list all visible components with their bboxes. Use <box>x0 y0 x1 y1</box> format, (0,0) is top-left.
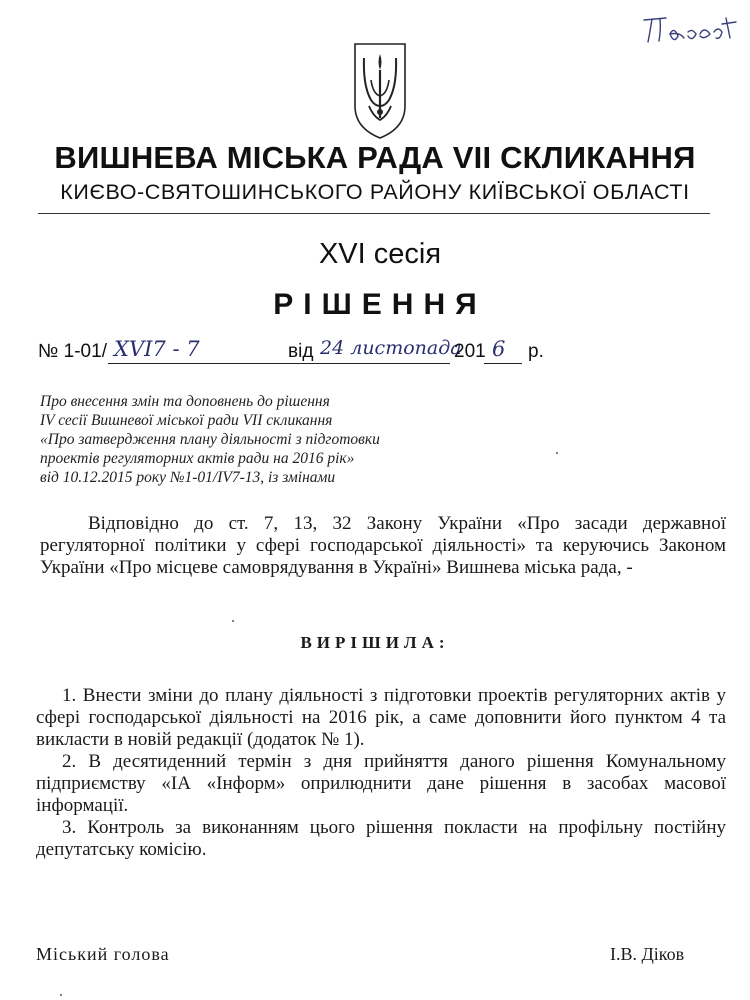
number-prefix: № 1-01/ <box>38 341 107 362</box>
decision-item: 1. Внести зміни до плану діяльності з підготовки проектів регуляторних актів у сфері господарської діяльності на 2016 рік, а саме доповнити його пунктом 4 та викласти в новій редакції (додаток № 1). <box>36 685 726 750</box>
handwritten-year-digit: 6 <box>492 337 506 361</box>
year-prefix: 201 <box>454 341 486 362</box>
year-suffix: р. <box>528 341 544 362</box>
subject-line: проектів регуляторних актів ради на 2016 рік» <box>40 450 355 467</box>
decision-item: 3. Контроль за виконанням цього рішення покласти на профільну постійну депутатську комісію. <box>36 817 726 860</box>
signatory-name: І.В. Діков <box>610 944 685 964</box>
scan-speck <box>60 994 62 996</box>
handwritten-note-signature <box>640 12 740 46</box>
date-from-label: від <box>288 341 314 362</box>
subject-line: IV сесії Вишневої міської ради VII скликання <box>40 412 333 429</box>
decision-item: 2. В десятиденний термін з дня прийняття даного рішення Комунальному підприємству «ІА «Інформ» оприлюднити дане рішення в засобах масової інформації. <box>36 751 726 816</box>
document-type-title: РІШЕННЯ <box>273 288 487 321</box>
resolved-heading: ВИРІШИЛА: <box>300 633 450 652</box>
subject-block <box>40 392 460 487</box>
preamble-paragraph <box>40 513 726 579</box>
subject-line: «Про затвердження плану діяльності з підготовки <box>40 431 380 448</box>
trident-coat-of-arms-icon <box>351 40 409 140</box>
subject-line: від 10.12.2015 року №1-01/IV7-13, із змінами <box>40 469 336 486</box>
handwritten-date: 24 листопада <box>320 337 462 359</box>
signatory-title: Міський голова <box>36 944 170 964</box>
decision-number-line <box>38 337 598 371</box>
scan-speck <box>232 620 234 622</box>
decision-items <box>36 685 726 861</box>
council-title: ВИШНЕВА МІСЬКА РАДА VII СКЛИКАННЯ <box>54 140 696 175</box>
handwritten-number: XVI7 - 7 <box>114 337 200 361</box>
header-divider <box>38 213 710 214</box>
district-subtitle: КИЄВО-СВЯТОШИНСЬКОГО РАЙОНУ КИЇВСЬКОЇ ОБЛАСТІ <box>60 180 690 204</box>
handwritten-note <box>640 12 740 46</box>
subject-line: Про внесення змін та доповнень до рішення <box>40 393 330 410</box>
session-title: XVI сесія <box>318 238 442 270</box>
scan-speck <box>556 452 558 454</box>
preamble-text: Відповідно до ст. 7, 13, 32 Закону України «Про засади державної регуляторної політики у сфері господарської діяльності» та керуючись Законом України «Про місцеве самоврядування в Україні» Вишнева міська рада, - <box>40 513 726 578</box>
